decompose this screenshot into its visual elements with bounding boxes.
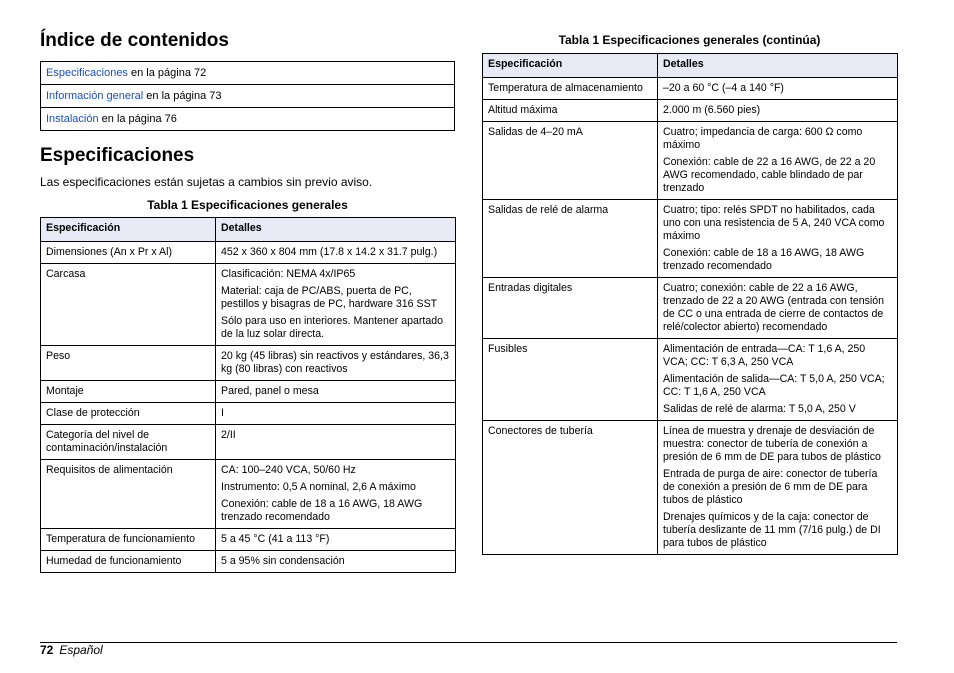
table-row [483,421,898,555]
spec-detail-line: Pared, panel o mesa [221,385,319,397]
spec-detail-line: Alimentación de entrada—CA: T 1,6 A, 250 VCA; CC: T 6,3 A, 250 VCA [663,343,866,368]
spec-details-cell [216,346,456,381]
footer-language: Español [59,643,103,657]
spec-details-cell [216,264,456,346]
toc-row [41,62,455,85]
toc-page-ref: en la página 72 [127,67,207,79]
spec-table-header [483,54,898,78]
spec-detail-line: Clasificación: NEMA 4x/IP65 [221,268,356,280]
spec-table-header [41,218,456,242]
spec-details-cell [216,460,456,529]
table-row [483,339,898,421]
spec-name-cell: Humedad de funcionamiento [41,551,216,573]
spec-detail-line: CA: 100–240 VCA, 50/60 Hz [221,464,356,476]
toc-page-ref: en la página 73 [143,90,222,102]
table-row [483,78,898,100]
spec-detail-line: I [221,407,224,419]
col-header-details: Detalles [216,218,456,242]
toc-page-ref: en la página 76 [98,113,177,125]
spec-details-cell [216,551,456,573]
col-header-spec: Especificación [483,54,658,78]
col-header-details: Detalles [658,54,898,78]
specs-heading: Especificaciones [40,145,195,166]
spec-details-cell [658,421,898,555]
spec-details-cell [658,122,898,200]
table1-cont-caption: Tabla 1 Especificaciones generales (continúa) [558,33,821,47]
specs-intro: Las especificaciones están sujetas a cambios sin previo aviso. [40,175,373,189]
spec-name-cell: Salidas de relé de alarma [483,200,658,278]
spec-name-cell: Categoría del nivel de contaminación/instalación [41,425,216,460]
table-row [41,264,456,346]
table-row [41,346,456,381]
page-number: 72 [40,643,54,657]
table-row [483,122,898,200]
spec-detail-line: 20 kg (45 libras) sin reactivos y estándares, 36,3 kg (80 libras) con reactivos [221,350,449,375]
spec-detail-line: Cuatro; conexión: cable de 22 a 16 AWG, trenzado de 22 a 20 AWG (entrada con tensión de CC o una entrada de cierre de contactos de relé/colector abierto) recomendado [663,282,885,333]
spec-detail-line: Salidas de relé de alarma: T 5,0 A, 250 V [663,403,856,415]
table-row [41,403,456,425]
spec-details-cell [658,339,898,421]
spec-table-general [40,217,456,573]
table-row [41,460,456,529]
spec-detail-line: Entrada de purga de aire: conector de tubería de conexión a presión de 6 mm de DE para tubos de plástico [663,468,878,506]
spec-name-cell: Peso [41,346,216,381]
table-row [41,425,456,460]
spec-detail-line: Sólo para uso en interiores. Mantener apartado de la luz solar directa. [221,315,444,340]
spec-name-cell: Carcasa [41,264,216,346]
table-row [41,529,456,551]
spec-detail-line: Conexión: cable de 22 a 16 AWG, de 22 a 20 AWG recomendado, cable blindado de par trenzado [663,156,876,194]
table-row [41,551,456,573]
spec-details-cell [216,529,456,551]
col-header-spec: Especificación [41,218,216,242]
spec-detail-line: 5 a 45 °C (41 a 113 °F) [221,533,330,545]
table-row [483,200,898,278]
spec-name-cell: Montaje [41,381,216,403]
spec-details-cell [216,425,456,460]
spec-detail-line: 2/II [221,429,236,441]
spec-table-general-continued [482,53,898,555]
table-row [483,278,898,339]
spec-detail-line: Cuatro; impedancia de carga: 600 Ω como máximo [663,126,863,151]
spec-details-cell [658,200,898,278]
spec-detail-line: Material: caja de PC/ABS, puerta de PC, pestillos y bisagras de PC, hardware 316 SST [221,285,438,310]
spec-detail-line: Conexión: cable de 18 a 16 AWG, 18 AWG trenzado recomendado [663,247,865,272]
spec-name-cell: Temperatura de funcionamiento [41,529,216,551]
spec-detail-line: 5 a 95% sin condensación [221,555,345,567]
spec-detail-line: Instrumento: 0,5 A nominal, 2,6 A máximo [221,481,416,493]
spec-name-cell: Entradas digitales [483,278,658,339]
table1-caption: Tabla 1 Especificaciones generales [147,198,348,212]
toc-heading: Índice de contenidos [40,30,229,51]
spec-detail-line: Alimentación de salida—CA: T 5,0 A, 250 VCA; CC: T 1,6 A, 250 VCA [663,373,885,398]
spec-name-cell: Requisitos de alimentación [41,460,216,529]
toc-table [40,61,455,131]
spec-details-cell [658,100,898,122]
spec-detail-line: Cuatro; tipo: relés SPDT no habilitados, cada uno con una resistencia de 5 A, 240 VCA como máximo [663,204,885,242]
spec-details-cell [658,78,898,100]
toc-link-especificaciones[interactable]: Especificaciones [46,67,128,79]
table-row [41,381,456,403]
footer-divider [40,642,897,643]
spec-detail-line: Drenajes químicos y de la caja: conector de tubería deslizante de 11 mm (7/16 pulg.) de DI para tubos de plástico [663,511,881,549]
spec-name-cell: Conectores de tubería [483,421,658,555]
spec-detail-line: Línea de muestra y drenaje de desviación de muestra: conector de tubería de conexión a presión de 6 mm de DE para tubos de plástico [663,425,881,463]
spec-details-cell [216,403,456,425]
page-footer [40,643,103,657]
spec-detail-line: 2.000 m (6.560 pies) [663,104,761,116]
spec-name-cell: Temperatura de almacenamiento [483,78,658,100]
toc-link-instalacion[interactable]: Instalación [46,113,99,125]
spec-details-cell [216,381,456,403]
table-row [41,242,456,264]
spec-details-cell [658,278,898,339]
spec-details-cell [216,242,456,264]
spec-detail-line: 452 x 360 x 804 mm (17.8 x 14.2 x 31.7 pulg.) [221,246,438,258]
spec-name-cell: Dimensiones (An x Pr x Al) [41,242,216,264]
spec-name-cell: Clase de protección [41,403,216,425]
toc-link-informacion-general[interactable]: Información general [46,90,144,102]
spec-detail-line: Conexión: cable de 18 a 16 AWG, 18 AWG trenzado recomendado [221,498,423,523]
spec-name-cell: Altitud máxima [483,100,658,122]
spec-name-cell: Fusibles [483,339,658,421]
toc-row [41,108,455,131]
toc-row [41,85,455,108]
table-row [483,100,898,122]
spec-detail-line: –20 a 60 °C (–4 a 140 °F) [663,82,784,94]
spec-name-cell: Salidas de 4–20 mA [483,122,658,200]
